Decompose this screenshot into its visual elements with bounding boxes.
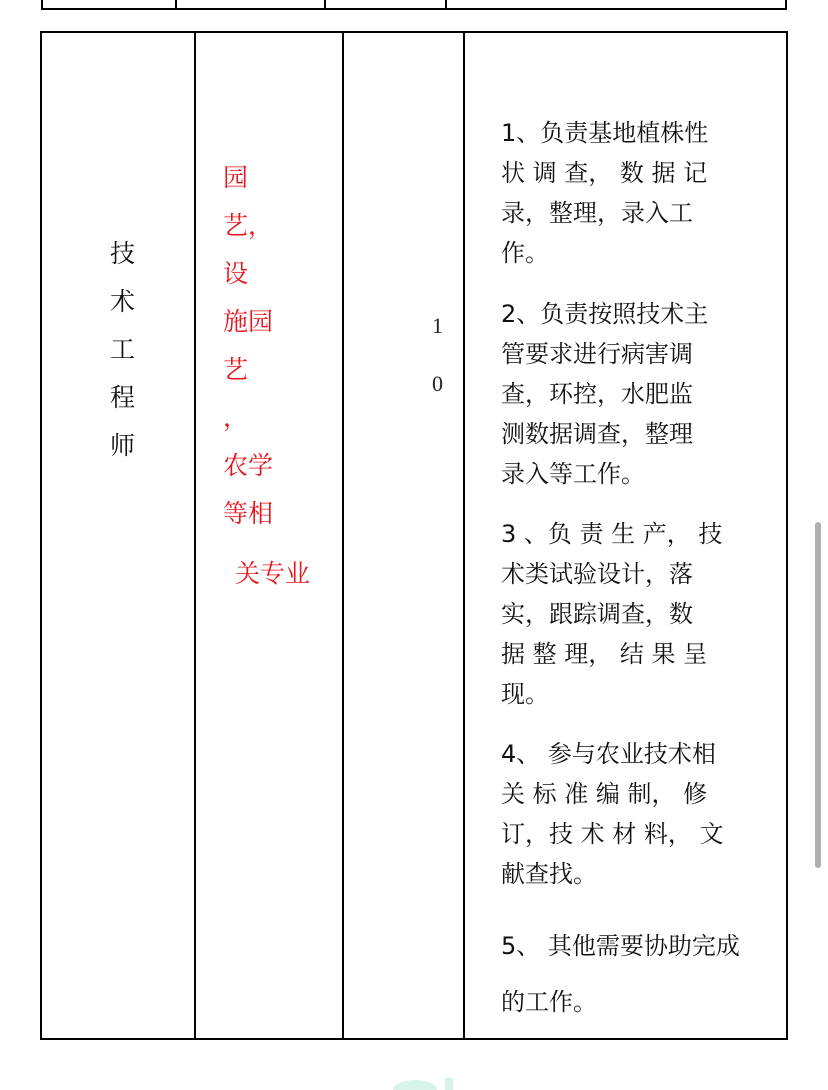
position-title-char: 术 — [110, 287, 136, 316]
major-line: 关专业 — [235, 559, 311, 588]
duty-line: 录，整理，录入工 — [501, 199, 693, 227]
position-title-char: 程 — [110, 383, 136, 412]
duty-line: 作。 — [501, 239, 549, 267]
position-title-char: 工 — [110, 335, 136, 364]
duty-line: 录入等工作。 — [501, 460, 645, 488]
major-line: 艺， — [223, 211, 274, 240]
duty-line: 关 标 准 编 制， 修 — [501, 780, 708, 808]
duty-line: 查，环控，水肥监 — [501, 380, 693, 408]
major-line: 设 — [223, 259, 249, 288]
duty-line: 2、负责按照技术主 — [501, 300, 709, 328]
top-column-divider — [445, 0, 447, 8]
headcount-digit: 0 — [432, 371, 443, 396]
major-line: ， — [223, 403, 249, 432]
duty-line: 状 调 查， 数 据 记 — [501, 159, 708, 187]
duty-line: 现。 — [501, 680, 549, 708]
major-line: 园 — [223, 163, 249, 192]
column-divider — [342, 33, 344, 1038]
duty-line: 5、 其他需要协助完成 — [501, 932, 740, 960]
position-title-char: 技 — [110, 239, 136, 268]
duty-item — [501, 302, 733, 502]
duty-line: 管要求进行病害调 — [501, 340, 693, 368]
column-divider — [194, 33, 196, 1038]
duty-item — [501, 932, 740, 1030]
major-line: 农学 — [223, 451, 274, 480]
major-line: 施园 — [223, 307, 274, 336]
duty-line: 的工作。 — [501, 988, 597, 1016]
headcount-digit: 1 — [432, 313, 443, 338]
duty-line: 据 整 理， 结 果 呈 — [501, 640, 708, 668]
major-line: 艺 — [223, 355, 249, 384]
position-title-char: 师 — [110, 431, 136, 460]
duty-line: 1、负责基地植株性 — [501, 119, 709, 147]
previous-table-row-bottom — [41, 0, 787, 10]
duty-line: 实，跟踪调查，数 — [501, 600, 693, 628]
top-column-divider — [324, 0, 326, 8]
major-line: 等相 — [223, 499, 274, 528]
duty-line: 测数据调查，整理 — [501, 420, 693, 448]
duty-line: 献查找。 — [501, 860, 597, 888]
duty-item — [501, 121, 733, 281]
decorative-shape-icon — [385, 1070, 465, 1090]
duty-line: 订，技 术 材 料， 文 — [501, 820, 724, 848]
scrollbar-thumb[interactable] — [815, 522, 821, 868]
duty-line: 4、 参与农业技术相 — [501, 740, 716, 768]
duty-line: 3 、负 责 生 产， 技 — [501, 520, 723, 548]
duty-item — [501, 742, 733, 902]
duty-line: 术类试验设计，落 — [501, 560, 693, 588]
top-column-divider — [175, 0, 177, 8]
duty-item — [501, 522, 733, 722]
column-divider — [463, 33, 465, 1038]
